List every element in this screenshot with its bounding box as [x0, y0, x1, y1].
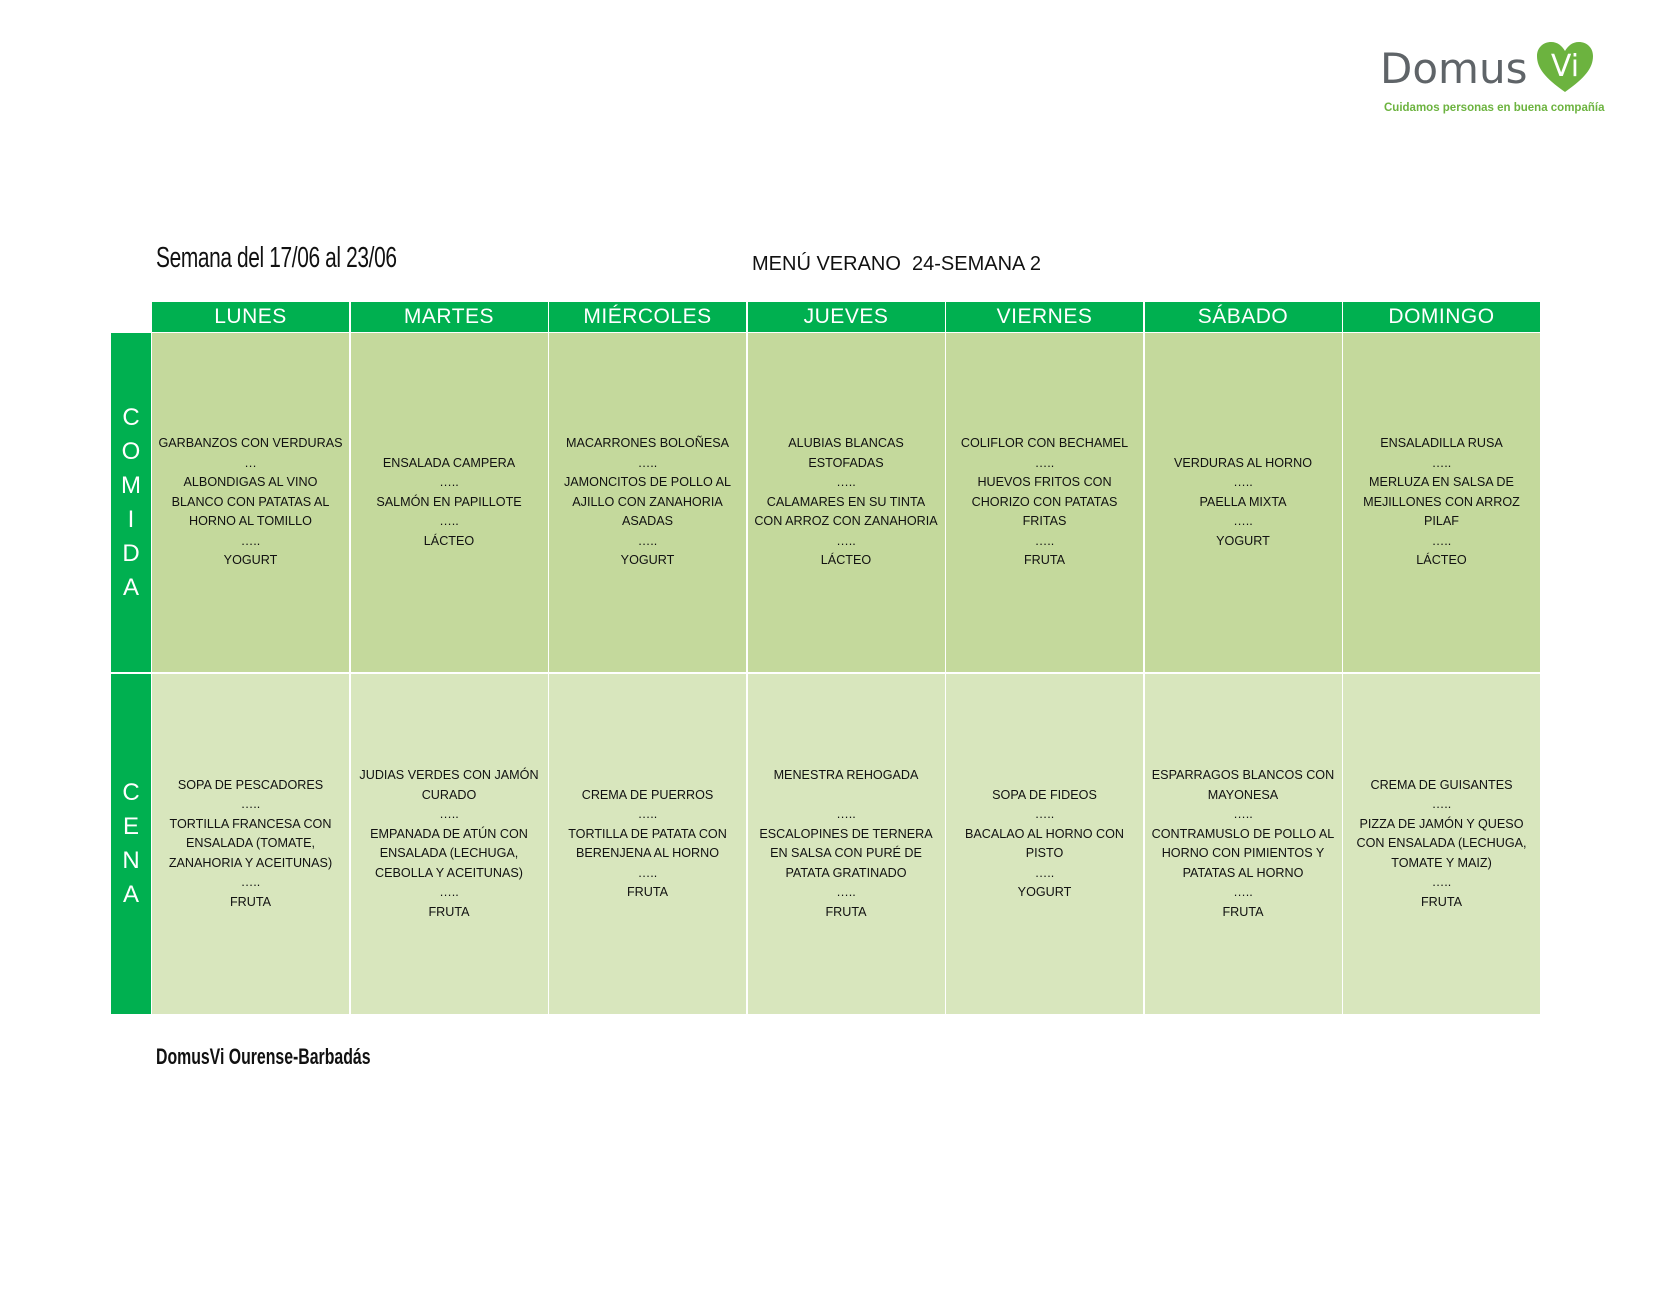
day-header: LUNES — [152, 302, 349, 332]
meal-label-letter: A — [122, 573, 139, 601]
menu-cell — [549, 333, 746, 672]
menu-cell-text: SOPA DE FIDEOS ….. BACALAO AL HORNO CON PISTO ….. YOGURT — [964, 787, 1125, 899]
svg-text:Vi: Vi — [1550, 49, 1580, 84]
day-header: MIÉRCOLES — [549, 302, 746, 332]
menu-cell-text: CREMA DE GUISANTES ….. PIZZA DE JAMÓN Y QUESO CON ENSALADA (LECHUGA, TOMATE Y MAIZ) ….. FRUTA — [1356, 777, 1527, 909]
menu-title: MENÚ VERANO 24-SEMANA 2 — [752, 253, 1041, 275]
menu-cell — [351, 333, 548, 672]
menu-cell-text: COLIFLOR CON BECHAMEL ….. HUEVOS FRITOS CON CHORIZO CON PATATAS FRITAS ….. FRUTA — [960, 436, 1129, 568]
menu-cell — [351, 674, 548, 1014]
brand-name: Domus — [1380, 44, 1528, 93]
week-range: Semana del 17/06 al 23/06 — [156, 242, 397, 274]
menu-cell-text: MACARRONES BOLOÑESA ….. JAMONCITOS DE POLLO AL AJILLO CON ZANAHORIA ASADAS ….. YOGURT — [563, 436, 732, 568]
meal-label-letter: C — [122, 779, 140, 806]
meal-label-cena — [111, 674, 151, 1014]
menu-cell-text: ENSALADA CAMPERA ….. SALMÓN EN PAPILLOTE ….. LÁCTEO — [376, 455, 522, 548]
menu-cell — [1343, 674, 1540, 1014]
menu-cell — [1145, 674, 1342, 1014]
meal-label-letter: M — [121, 471, 141, 499]
menu-cell-text: SOPA DE PESCADORES ….. TORTILLA FRANCESA CON ENSALADA (TOMATE, ZANAHORIA Y ACEITUNAS) ….. FRUTA — [168, 777, 333, 909]
menu-cell — [1343, 333, 1540, 672]
day-header: JUEVES — [748, 302, 945, 332]
menu-cell — [152, 333, 349, 672]
menu-cell-text: MENESTRA REHOGADA ….. ESCALOPINES DE TERNERA EN SALSA CON PURÉ DE PATATA GRATINADO ….. FRUTA — [759, 768, 933, 919]
menu-cell — [946, 333, 1143, 672]
menu-cell-text: CREMA DE PUERROS ….. TORTILLA DE PATATA CON BERENJENA AL HORNO ….. FRUTA — [568, 787, 727, 899]
menu-cell-text: ENSALADILLA RUSA ….. MERLUZA EN SALSA DE MEJILLONES CON ARROZ PILAF ….. LÁCTEO — [1363, 436, 1520, 568]
menu-cell-text: JUDIAS VERDES CON JAMÓN CURADO ….. EMPANADA DE ATÚN CON ENSALADA (LECHUGA, CEBOLLA Y ACEITUNAS) ….. FRUTA — [359, 768, 539, 919]
menu-cell-text: ESPARRAGOS BLANCOS CON MAYONESA ….. CONTRAMUSLO DE POLLO AL HORNO CON PIMIENTOS Y PATATAS AL HORNO ….. FRUTA — [1151, 768, 1335, 919]
menu-cell-text: VERDURAS AL HORNO ….. PAELLA MIXTA ….. YOGURT — [1173, 455, 1313, 548]
meal-label-comida — [111, 333, 151, 672]
meal-label-letter: D — [122, 539, 140, 567]
brand-tagline: Cuidamos personas en buena compañía — [1384, 102, 1605, 114]
day-header: DOMINGO — [1343, 302, 1540, 332]
day-header: VIERNES — [946, 302, 1143, 332]
meal-label-letter: O — [121, 437, 141, 465]
menu-cell-text: GARBANZOS CON VERDURAS … ALBONDIGAS AL VINO BLANCO CON PATATAS AL HORNO AL TOMILLO ….. YOGURT — [158, 436, 343, 568]
day-header: SÁBADO — [1145, 302, 1342, 332]
menu-cell — [549, 674, 746, 1014]
meal-label-letter: A — [122, 881, 139, 908]
menu-cell-text: ALUBIAS BLANCAS ESTOFADAS ….. CALAMARES EN SU TINTA CON ARROZ CON ZANAHORIA ….. LÁCTEO — [754, 436, 938, 568]
brand-logo — [1380, 44, 1605, 122]
meal-label-letter: E — [122, 813, 139, 840]
day-header: MARTES — [351, 302, 548, 332]
menu-cell — [748, 333, 945, 672]
meal-label-letter: N — [122, 847, 140, 874]
menu-cell — [1145, 333, 1342, 672]
menu-cell — [946, 674, 1143, 1014]
center-name: DomusVi Ourense-Barbadás — [156, 1044, 371, 1069]
meal-label-letter: I — [127, 505, 135, 533]
meal-label-letter: C — [122, 403, 140, 431]
menu-cell — [152, 674, 349, 1014]
heart-vi-icon — [1535, 40, 1595, 96]
menu-cell — [748, 674, 945, 1014]
